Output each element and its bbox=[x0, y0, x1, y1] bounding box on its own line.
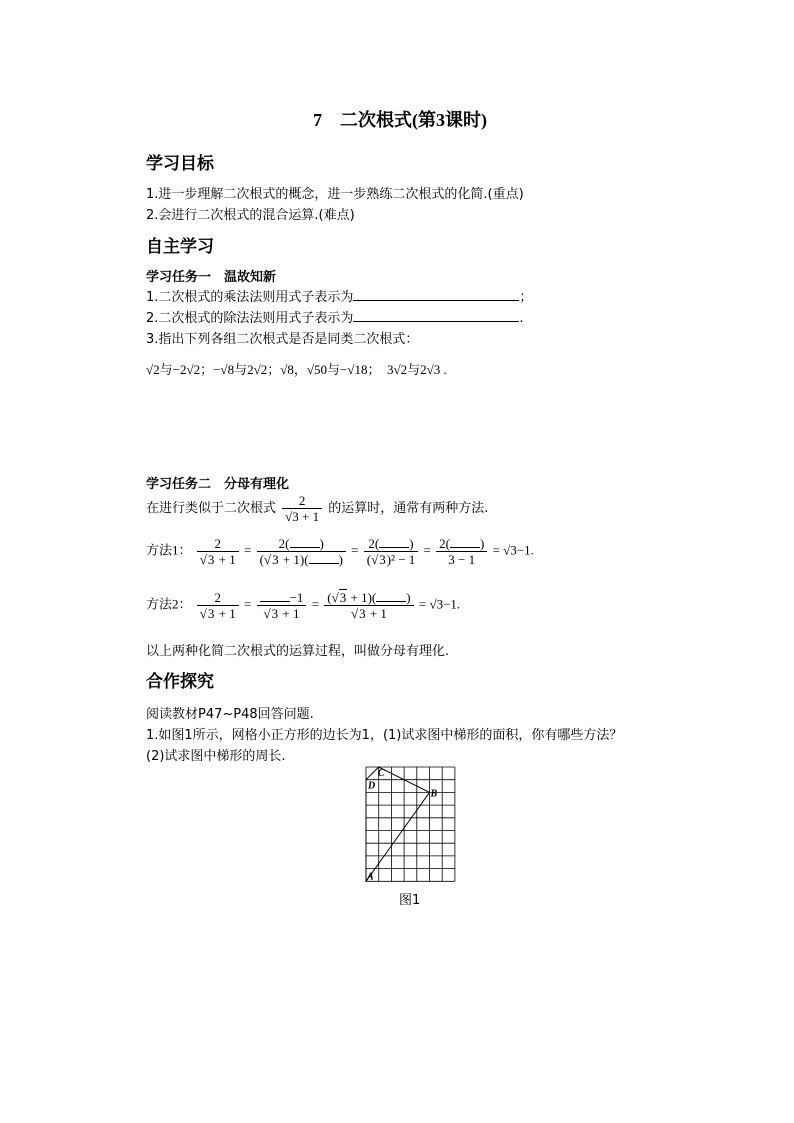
gridlines bbox=[366, 767, 455, 881]
task1-item-3: 3.指出下列各组二次根式是否是同类二次根式： bbox=[146, 332, 419, 347]
task1-item-2-end: . bbox=[519, 311, 524, 326]
task1-item-1-text: 1.二次根式的乘法法则用式子表示为 bbox=[146, 290, 354, 305]
answer-blank[interactable] bbox=[290, 536, 320, 548]
grid-figure bbox=[364, 766, 458, 882]
task1-item-1 bbox=[146, 286, 532, 305]
point-label-a: A bbox=[367, 871, 374, 882]
answer-blank[interactable] bbox=[353, 309, 519, 322]
method1-frac-3: $\frac{2( )}{\text{(√3)² − 1}}$ bbox=[364, 536, 419, 567]
goal-item-1: 1.进一步理解二次根式的概念，进一步熟练二次根式的化简.(重点) bbox=[146, 187, 524, 202]
answer-blank[interactable] bbox=[379, 536, 409, 548]
answer-blank[interactable] bbox=[376, 590, 406, 602]
method1-label: 方法1： bbox=[146, 542, 192, 558]
goal-item-2: 2.会进行二次根式的混合运算.(难点) bbox=[146, 208, 355, 223]
coop-question-1: 1.如图1所示，网格小正方形的边长为1，(1)试求图中梯形的面积，你有哪些方法？ bbox=[146, 728, 623, 743]
method1-frac-1: $\frac{2}{√3 + 1}$ bbox=[197, 536, 239, 567]
method2-frac-1: $\frac{2}{√3 + 1}$ bbox=[197, 590, 239, 621]
method2-line: 方法2： $\frac{2}{√3 + 1}$ = $\frac{-1}{√3 + 1}$ = $\frac{(√3 + 1)( )}{√3 + 1}$ = √3−1. bbox=[146, 590, 461, 621]
fraction-numerator: 2 bbox=[282, 493, 322, 509]
trapezoid-abcd bbox=[366, 767, 430, 881]
task1-item-2-text: 2.二次根式的除法法则用式子表示为 bbox=[146, 311, 354, 326]
method2-result: √3−1. bbox=[429, 596, 461, 612]
answer-blank[interactable] bbox=[309, 552, 339, 564]
figure-1 bbox=[364, 766, 458, 886]
method2-label: 方法2： bbox=[146, 596, 192, 612]
method1-line: 方法1： $\frac{2}{√3 + 1}$ = $\frac{2( )}{(√3 + 1)( )}$ = $\frac{2( )}{\text{(√3)² − 1}}$ = $\frac{2( )}{3 - 1}$ = √3−1. bbox=[146, 536, 534, 567]
conclusion: 以上两种化简二次根式的运算过程，叫做分母有理化. bbox=[146, 644, 450, 659]
answer-blank[interactable] bbox=[353, 288, 519, 301]
task2-intro bbox=[146, 493, 488, 524]
coop-question-2: (2)试求图中梯形的周长. bbox=[146, 749, 286, 764]
task1-radical-groups: √2与−2√2；−√8与2√2；√8，√50与−√18； 3√2与2√3 . bbox=[146, 362, 447, 377]
task1-heading: 学习任务一 温故知新 bbox=[146, 270, 277, 285]
answer-blank[interactable] bbox=[450, 536, 480, 548]
coop-heading: 合作探究 bbox=[146, 672, 214, 692]
point-label-b: B bbox=[430, 788, 438, 800]
method1-frac-2: $\frac{2( )}{(√3 + 1)( )}$ bbox=[257, 536, 346, 567]
method2-frac-3: $\frac{(√3 + 1)( )}{√3 + 1}$ bbox=[324, 590, 413, 621]
task2-intro-before: 在进行类似于二次根式 bbox=[146, 501, 277, 516]
answer-blank[interactable] bbox=[260, 590, 290, 602]
method1-frac-4: $\frac{2( )}{3 - 1}$ bbox=[436, 536, 487, 567]
task1-item-1-end: ； bbox=[519, 290, 533, 305]
method2-frac-2: $\frac{-1}{√3 + 1}$ bbox=[257, 590, 307, 621]
fraction-2-over-sqrt3-plus-1 bbox=[282, 493, 322, 524]
self-study-heading: 自主学习 bbox=[146, 237, 214, 257]
task2-heading: 学习任务二 分母有理化 bbox=[146, 477, 290, 492]
goals-heading: 学习目标 bbox=[146, 154, 214, 174]
figure-caption: 图1 bbox=[399, 893, 421, 908]
method1-result: √3−1. bbox=[503, 542, 534, 558]
task2-intro-after: 的运算时，通常有两种方法. bbox=[328, 501, 489, 516]
coop-read: 阅读教材P47~P48回答问题. bbox=[146, 707, 314, 722]
fraction-denominator: √3 + 1 bbox=[285, 509, 320, 524]
point-label-d: D bbox=[368, 780, 376, 792]
point-label-c: C bbox=[377, 768, 385, 779]
task1-item-2 bbox=[146, 307, 524, 326]
page-title: 7 二次根式(第3课时) bbox=[313, 110, 487, 130]
